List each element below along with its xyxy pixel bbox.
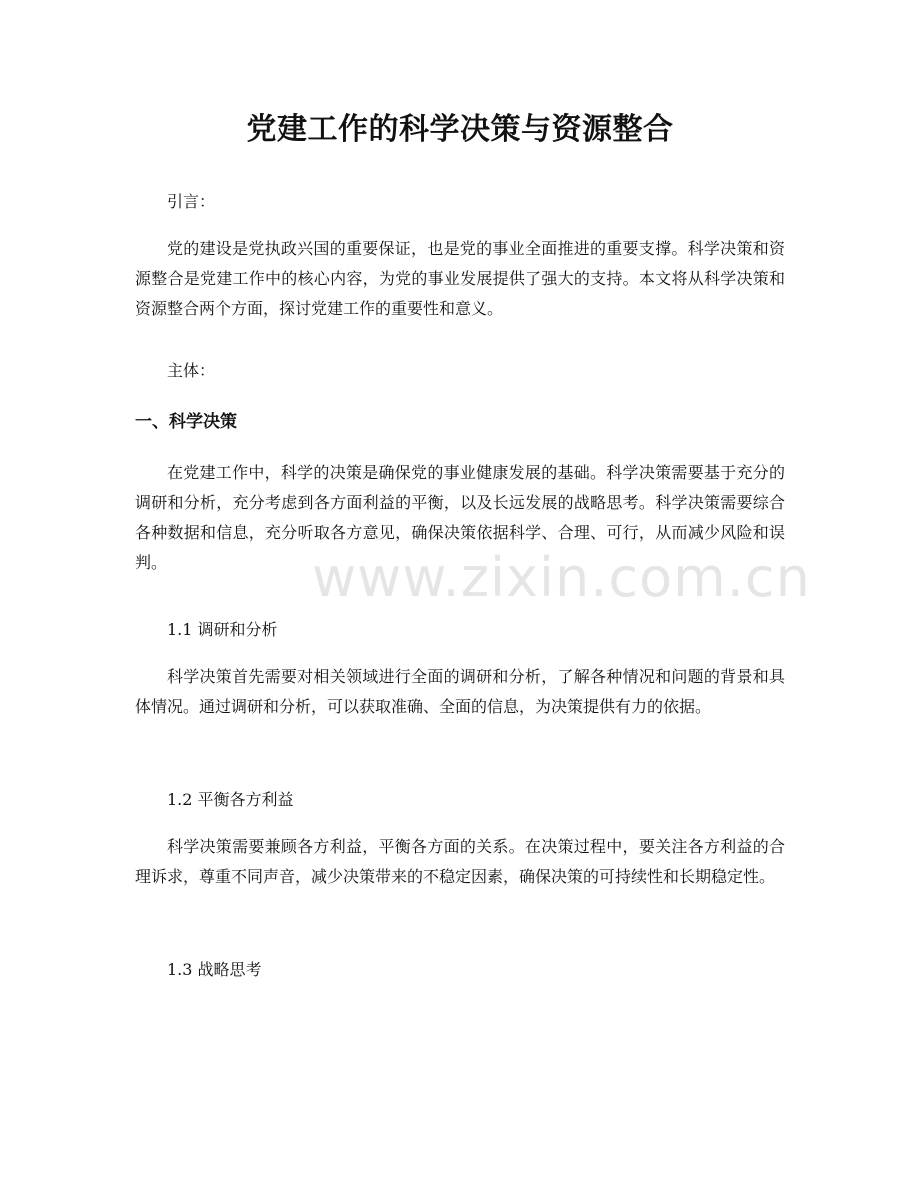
body-label: 主体：	[167, 361, 216, 380]
section1-paragraph: 在党建工作中，科学的决策是确保党的事业健康发展的基础。科学决策需要基于充分的调研和分析，充分考虑到各方面利益的平衡，以及长远发展的战略思考。科学决策需要综合各种数据和信息，充分听取各方意见，确保决策依据科学、合理、可行，从而减少风险和误判。	[135, 463, 785, 572]
intro-paragraph: 党的建设是党执政兴国的重要保证，也是党的事业全面推进的重要支撑。科学决策和资源整合是党建工作中的核心内容，为党的事业发展提供了强大的支持。本文将从科学决策和资源整合两个方面，探讨党建工作的重要性和意义。	[135, 239, 785, 318]
subsection-title-1-1: 1.1 调研和分析	[167, 620, 278, 639]
document-title: 党建工作的科学决策与资源整合	[246, 112, 674, 147]
subsection-title-1-3: 1.3 战略思考	[167, 960, 262, 979]
subsection-title-1-2: 1.2 平衡各方利益	[167, 790, 294, 809]
watermark: www.zixin.com.cn	[312, 546, 811, 609]
subsection-paragraph-1-2: 科学决策需要兼顾各方利益，平衡各方面的关系。在决策过程中，要关注各方利益的合理诉求，尊重不同声音，减少决策带来的不稳定因素，确保决策的可持续性和长期稳定性。	[135, 837, 785, 886]
subsection-paragraph-1-1: 科学决策首先需要对相关领域进行全面的调研和分析，了解各种情况和问题的背景和具体情况。通过调研和分析，可以获取准确、全面的信息，为决策提供有力的依据。	[135, 667, 785, 716]
intro-label: 引言：	[167, 192, 216, 211]
section-heading-scientific-decision: 一、科学决策	[135, 412, 237, 432]
